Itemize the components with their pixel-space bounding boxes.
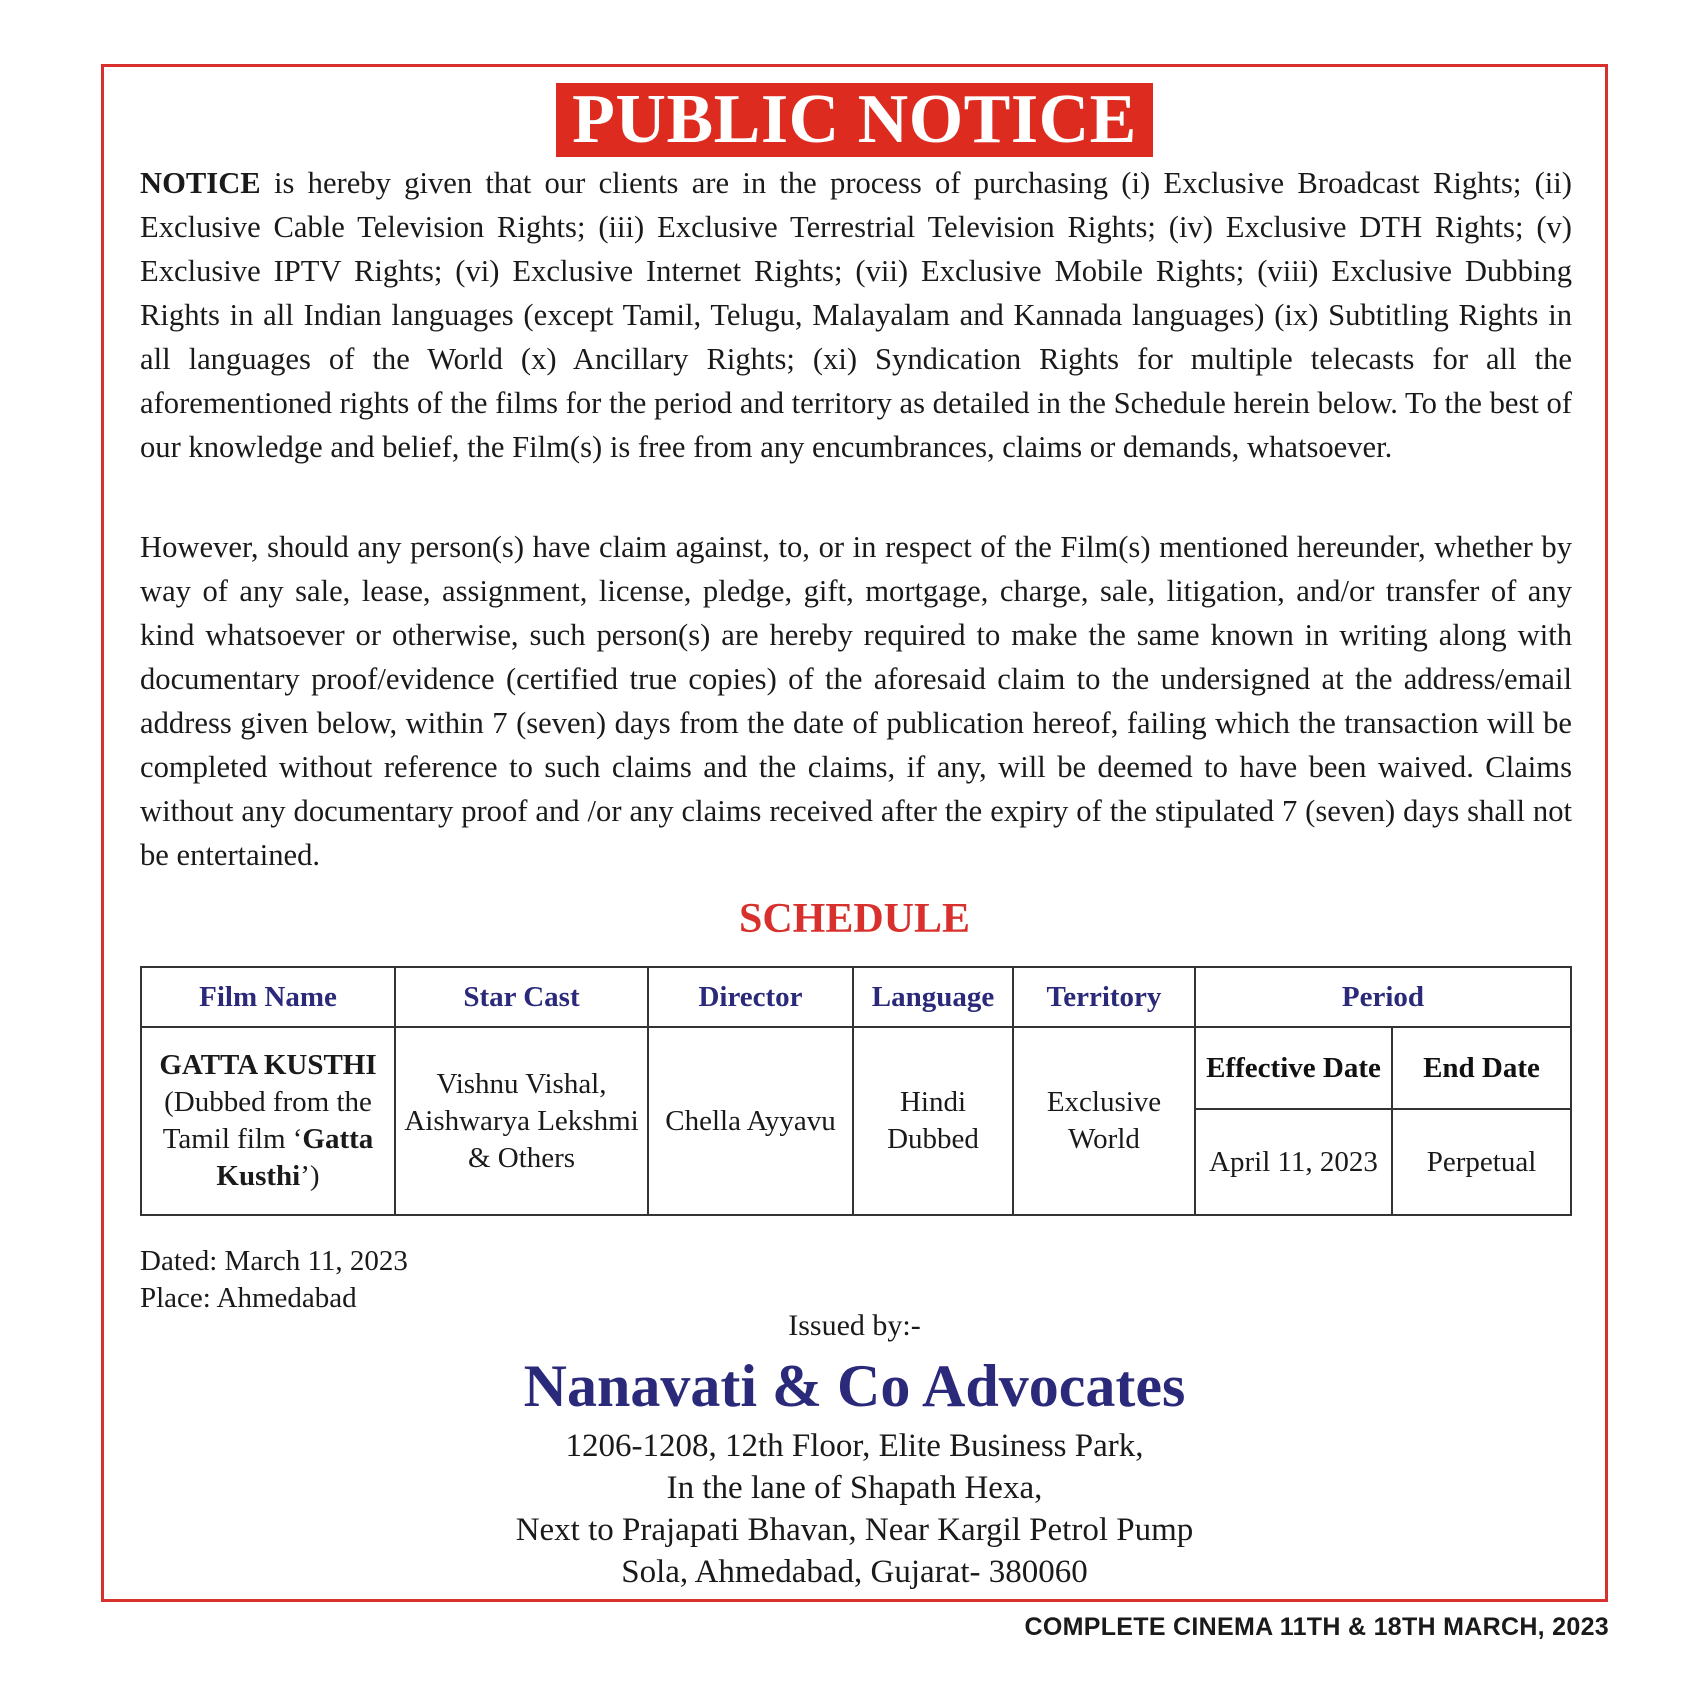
schedule-header-row (141, 967, 1571, 1027)
header-end-date: End Date (1392, 1027, 1571, 1109)
firm-address (104, 1425, 1605, 1593)
header-effective-date: Effective Date (1195, 1027, 1392, 1109)
cell-end-date: Perpetual (1392, 1109, 1571, 1215)
notice-title: PUBLIC NOTICE (556, 83, 1153, 157)
dated-line: Dated: March 11, 2023 (140, 1245, 408, 1277)
cell-star-cast: Vishnu Vishal, Aishwarya Lekshmi & Others (395, 1027, 648, 1215)
header-language: Language (853, 967, 1013, 1027)
place-line: Place: Ahmedabad (140, 1282, 357, 1314)
address-line-3: Next to Prajapati Bhavan, Near Kargil Petrol Pump (515, 1512, 1194, 1548)
notice-paragraph-1 (140, 161, 1572, 469)
notice-lead-word: NOTICE (140, 166, 261, 200)
publication-footer: COMPLETE CINEMA 11TH & 18TH MARCH, 2023 (1024, 1613, 1609, 1641)
header-period: Period (1195, 967, 1571, 1027)
notice-paragraph-2: However, should any person(s) have claim against, to, or in respect of the Film(s) mentioned hereunder, whether by way of any sale, lease, assignment, license, pledge, gift, mortgage, charge, sale, litigation, and/or transfer of any kind whatsoever or otherwise, such person(s) are hereby required to make the same known in writing along with documentary proof/evidence (certified true copies) of the aforesaid claim to the undersigned at the address/email address given below, within 7 (seven) days from the date of publication hereof, failing which the transaction will be completed without reference to such claims and the claims, if any, will be deemed to have been waived. Claims without any documentary proof and /or any claims received after the expiry of the stipulated 7 (seven) days shall not be entertained. (140, 530, 1572, 872)
cell-effective-date: April 11, 2023 (1195, 1109, 1392, 1215)
address-line-2: In the lane of Shapath Hexa, (666, 1470, 1043, 1506)
film-title: GATTA KUSTHI (159, 1049, 377, 1081)
film-note-suffix: ’) (300, 1160, 320, 1192)
film-note-original-title: Gatta Kusthi (216, 1123, 374, 1192)
header-territory: Territory (1013, 967, 1195, 1027)
schedule-heading: SCHEDULE (738, 896, 971, 942)
schedule-table (140, 966, 1572, 1216)
address-line-1: 1206-1208, 12th Floor, Elite Business Park, (565, 1428, 1144, 1464)
header-film-name: Film Name (141, 967, 395, 1027)
schedule-row (141, 1027, 1571, 1109)
title-area (104, 83, 1605, 157)
issued-by-label: Issued by:- (788, 1309, 921, 1342)
cell-film-name (141, 1027, 395, 1215)
cell-director: Chella Ayyavu (648, 1027, 853, 1215)
address-line-4: Sola, Ahmedabad, Gujarat- 380060 (621, 1554, 1088, 1590)
notice-frame (101, 64, 1608, 1602)
date-place-block (140, 1243, 408, 1317)
firm-name: Nanavati & Co Advocates (523, 1353, 1186, 1419)
header-star-cast: Star Cast (395, 967, 648, 1027)
cell-territory: Exclusive World (1013, 1027, 1195, 1215)
notice-paragraph-1-text: is hereby given that our clients are in the process of purchasing (i) Exclusive Broadcast Rights; (ii) Exclusive Cable Television Rights; (iii) Exclusive Terrestrial Television Rights; (iv) Exclusive DTH Rights; (v) Exclusive IPTV Rights; (vi) Exclusive Internet Rights; (vii) Exclusive Mobile Rights; (viii) Exclusive Dubbing Rights in all Indian languages (except Tamil, Telugu, Malayalam and Kannada languages) (ix) Subtitling Rights in all languages of the World (x) Ancillary Rights; (xi) Syndication Rights for multiple telecasts for all the aforementioned rights of the films for the period and territory as detailed in the Schedule herein below. To the best of our knowledge and belief, the Film(s) is free from any encumbrances, claims or demands, whatsoever. (140, 166, 1572, 464)
header-director: Director (648, 967, 853, 1027)
cell-language: Hindi Dubbed (853, 1027, 1013, 1215)
film-note-prefix: (Dubbed from the Tamil film ‘ (162, 1086, 372, 1155)
